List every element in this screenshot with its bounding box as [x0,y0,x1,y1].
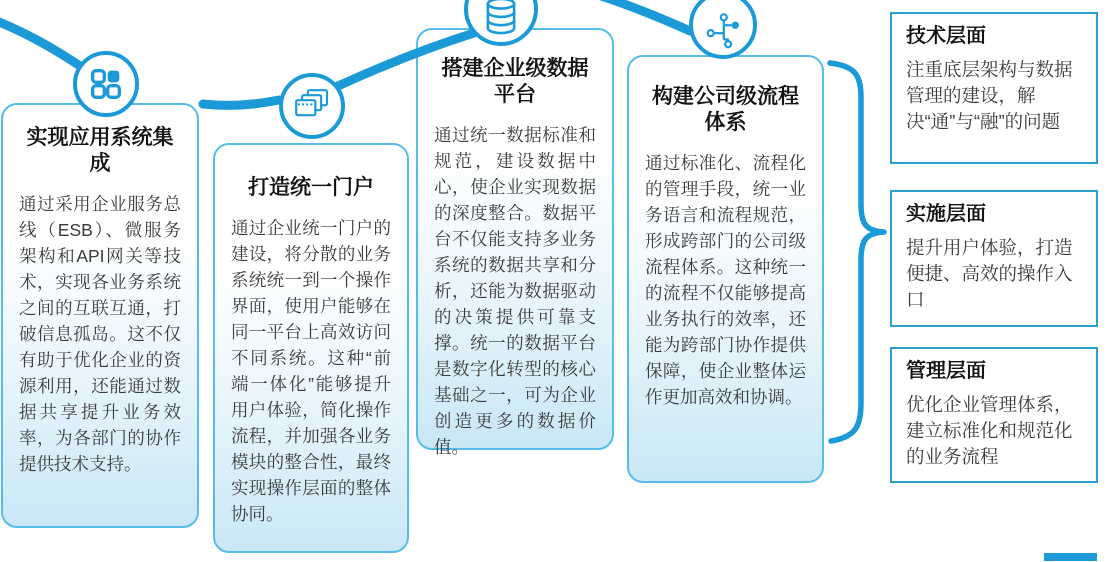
wave-segment-2 [203,100,279,105]
layer-box-technical [890,12,1098,164]
layer-body: 提升用户体验，打造便捷、高效的操作入口 [906,237,1073,310]
card-body: 通过采用企业服务总线（ESB）、微服务架构和API网关等技术，实现各业务系统之间的互联互通，打破信息孤岛。这不仅有助于优化企业的资源利用，还能通过数据共享提升业务效率，为各部门的协作提供技术支持。 [19,194,181,474]
card-system-integration [1,103,199,528]
wave-segment-4 [552,0,690,31]
card-title: 构建公司级流程体系 [652,85,799,134]
process-tree-icon [689,0,757,59]
layer-title: 技术层面 [906,25,986,47]
card-process-system [627,55,824,483]
layer-title: 管理层面 [906,360,986,382]
app-grid-icon [73,51,139,117]
card-body: 通过企业统一门户的建设，将分散的业务系统统一到一个操作界面，使用户能够在同一平台上高效访问不同系统。这种“前端一体化”能够提升用户体验，简化操作流程，并加强各业务模块的整合性，最终实现操作层面的整体协同。 [231,218,391,524]
layer-box-implementation [890,190,1098,327]
card-title: 打造统一门户 [248,176,374,199]
layer-body: 注重底层架构与数据管理的建设，解决“通”与“融”的问题 [906,59,1073,132]
card-title: 实现应用系统集成 [26,126,174,175]
card-title: 搭建企业级数据平台 [441,57,589,106]
card-unified-portal [213,143,409,553]
cascading-windows-icon [279,73,345,139]
card-body: 通过标准化、流程化的管理手段，统一业务语言和流程规范，形成跨部门的公司级流程体系。这种统一的流程不仅能够提高业务执行的效率，还能为跨部门协作提供保障，使企业整体运作更加高效和协调。 [645,153,806,407]
card-body: 通过统一数据标准和规范，建设数据中心，使企业实现数据的深度整合。数据平台不仅能支持多业务系统的数据共享和分析，还能为数据驱动的决策提供可靠支撑。统一的数据平台是数字化转型的核心基础之一，可为企业创造更多的数据价值。 [434,125,596,457]
wave-segment-1 [0,20,80,66]
layer-title: 实施层面 [906,203,986,225]
bottom-accent-bar [1044,553,1097,561]
layer-box-management [890,347,1098,483]
card-data-platform [416,28,614,457]
layer-body: 优化企业管理体系，建立标准化和规范化的业务流程 [906,394,1073,467]
curly-brace [830,63,884,441]
